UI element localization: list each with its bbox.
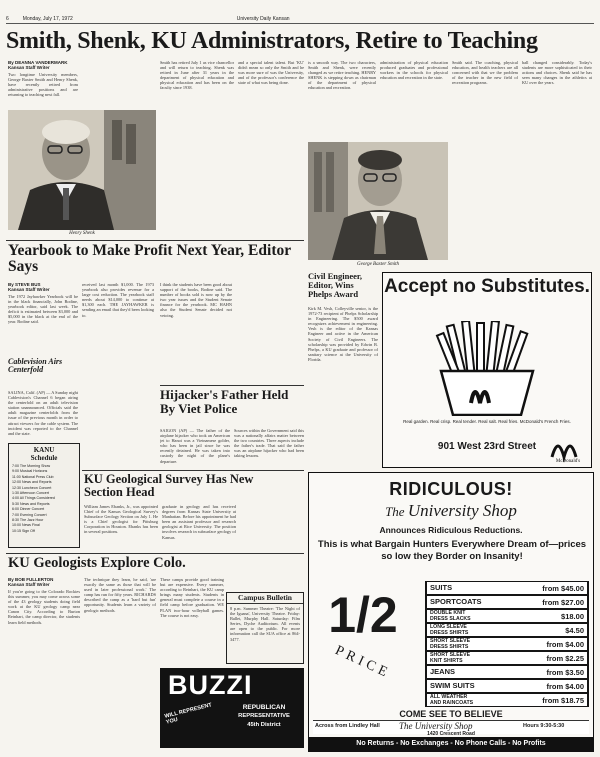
geo-survey-col-1: William James Ebanks, Jr., was appointed Chief of the Kansas Geological Survey's Subsurface Geology Section on July 1. He is a Chief geologist for Pittsburg Corporation in Houston. Ebanks has been in several positions. [84, 504, 158, 535]
sale-item-price: $18.00 [561, 611, 584, 621]
sale-row [427, 624, 587, 636]
univ-shop-pitch: This is what Bargain Hunters Everywhere Dream of—prices so low they Border on Insanity! [317, 539, 587, 562]
sale-item-name: ALL WEATHER AND RAINCOATS [430, 694, 474, 706]
sale-item-name: SHORT SLEEVE DRESS SHIRTS [430, 638, 471, 650]
french-fries-icon [423, 321, 551, 416]
hijacker-col-1: SAIGON (AP) — The father of the airplane hijacker who took an American jet to Hanoi was a Vietnamese golder, who has been in jail since he was recently detained. He was taken into custody the night of the plane's departure. [160, 428, 230, 464]
sale-row [427, 582, 587, 594]
come-see-banner: COME SEE TO BELIEVE [399, 709, 503, 719]
geologists-col-1: If you're going to the Colorado Rockies this summer, you may come across some of the 43 geology students doing field work at the KU geology camp near Canon City. According to Burton Reinhart, the camp director, the students learn field methods. [8, 589, 80, 625]
paper-name: University Daily Kansan [236, 16, 290, 22]
univ-shop-name-line [309, 501, 593, 521]
george-smith-portrait-icon [308, 142, 448, 260]
geologists-col-2: The technique they learn, he said, 'are exactly the same as those that will be used in later professional work.' The camp has run for fifty years. RICHARDS described the camp as a 'hard but fun' opportunity. Students learn a variety of geologic methods. [84, 577, 156, 613]
main-story-col-4: and a special talent talent. But 'KU' didn't mean so only the Smith and he was more sure of was the University, and of the professor's conference the state of what was being done. [238, 60, 304, 86]
sale-item-name: SPORTCOATS [430, 597, 482, 606]
mcdonalds-logo-icon [549, 433, 587, 463]
kanu-title: KANU Schedule [30, 446, 58, 462]
sale-item-name: SUITS [430, 583, 453, 592]
geo-survey-headline: KU Geological Survey Has New Section Head [84, 473, 254, 500]
geologists-col-3: These camps provide good training but are expensive. Every summer, according to Reinhart, the KU camp brings many students. Students in general must complete a course in a field camp before graduation. WE PLAN two-hour volleyball games. The course is not easy. [160, 577, 224, 618]
sale-item-price: from $4.00 [546, 639, 584, 649]
univ-shop-name: University Shop [407, 501, 517, 520]
buzzi-name: BUZZI [168, 670, 253, 700]
campus-bulletin-body: 8 p.m. Summer Theatre: 'The Night of the Iguana', University Theatre. Friday: Ballet, Murphy Hall. Saturday: Film Series, Dyche Auditorium. All events are open to the public. For more information call the SUA office at 864-3477. [230, 606, 300, 642]
kanu-schedule-item: 9:00 Musical Horizons [12, 469, 48, 474]
univ-shop-address: 1420 Crescent Road [427, 731, 475, 737]
across-text: Across from Lindley Hall [315, 723, 380, 729]
yearbook-byline: By STEVE BUS Kansan Staff Writer [8, 282, 50, 292]
main-story-col-1: Two longtime University members, George Baxter Smith and Henry Shenk, have recently retired from administrative positions and are returning to teaching next fall. [8, 72, 78, 98]
geologists-byline: By BOB FULLERTON Kansan Staff Writer [8, 577, 54, 587]
main-story-col-6: administration of physical education produced graduates and professional workers in the schools for physical education and recreation in the state. [380, 60, 448, 81]
mcdonalds-headline: Accept no Substitutes. [384, 276, 590, 297]
sale-row [427, 610, 587, 622]
buzzi-line-3: 45th District [247, 722, 281, 728]
footer-shop-name: The University Shop [399, 721, 473, 731]
sale-item-name: SWIM SUITS [430, 681, 475, 690]
sale-row [427, 596, 587, 608]
main-story-col-8: ball changed considerably. Today's students are more sophisticated in their actions and choices. Shenk said he has seen many changes in the athletics at KU over the years. [522, 60, 592, 86]
no-returns-bar: No Returns - No Exchanges - No Phone Calls - No Profits [309, 737, 593, 751]
sale-row [427, 652, 587, 664]
buzzi-line-1: REPUBLICAN [242, 704, 286, 711]
divider-rule-4 [6, 553, 304, 554]
sale-item-price: from $2.25 [546, 653, 584, 663]
kanu-schedule-item: 12:00 News and Reports [12, 480, 52, 485]
sale-item-price: from $3.50 [546, 667, 584, 677]
sale-item-price: from $18.75 [542, 695, 584, 705]
main-headline: Smith, Shenk, KU Administrators, Retire to Teaching [6, 28, 538, 54]
buzzi-line-2: REPRESENTATIVE [238, 713, 290, 719]
kanu-list [9, 462, 79, 536]
civil-engineer-body: Kirk M. Vesh, Colleyville senior, is the 1972-73 recipient of Phelps Scholarship in Engineering. The $500 award recognizes achievement in engineering. Vesh is the editor of the Kansas Engineer and active in the American Society of Civil Engineers. The scholarship was provided by Edwin B. Phelps, a KU graduate and professor of sanitary science at the University of Florida. [308, 306, 378, 362]
sale-item-name: SHORT SLEEVE KNIT SHIRTS [430, 652, 471, 664]
kanu-schedule-box [8, 443, 80, 548]
kanu-schedule-item: 12:30 Luncheon Concert [12, 485, 52, 490]
kanu-schedule-item: 7:00 Evening Concert [12, 512, 47, 517]
kanu-schedule-item: 5:30 News and Reports [12, 501, 50, 506]
sale-row [427, 694, 587, 706]
campus-bulletin-box [226, 592, 304, 664]
geo-survey-col-2: graduate in geology and has received degrees from Kansas State University at Manhattan. Before his appointment he had been an assistant professor and research geologist at Rice University. The position involves research in subsurface geology of Kansas. [162, 504, 236, 540]
divider-rule-2 [160, 385, 304, 386]
sale-item-price: from $45.00 [542, 583, 584, 593]
sale-item-name: JEANS [430, 667, 456, 676]
sale-row [427, 680, 587, 692]
henry-shenk-photo [8, 110, 156, 230]
main-story-col-7: Smith said. The coaching, physical education, and health teachers are all concerned with that we the problem of the teacher in the new field of recreation programs. [452, 60, 518, 86]
kanu-schedule-item: 6:00 Dinner Concert [12, 507, 45, 512]
geologists-headline: KU Geologists Explore Colo. [8, 556, 186, 571]
campus-bulletin-title: Campus Bulletin [227, 593, 303, 604]
kanu-schedule-item: 11:00 National Press Club [12, 474, 54, 479]
sale-item-price: from $27.00 [542, 597, 584, 607]
yearbook-col-1: The 1972 Jayhawker Yearbook will be in the black financially, John Bodine, yearbook editor, said last week. The deficit is estimated between $3,000 and $5,000 in the black at the end of the year. Bodine said. [8, 294, 78, 325]
univ-shop-the: The [385, 504, 405, 519]
sale-row [427, 638, 587, 650]
henry-shenk-caption: Henry Shenk [69, 231, 95, 236]
folio-line [6, 16, 594, 24]
kanu-schedule-item: 1:30 Afternoon Concert [12, 491, 49, 496]
hijacker-headline: Hijacker's Father Held By Viet Police [160, 388, 289, 416]
hours-text: Hours 9:30-5:30 [523, 723, 565, 729]
sale-item-price: from $4.00 [546, 681, 584, 691]
yearbook-col-2: received last month $1,000. The 1973 yearbook also provides revenue for a large cost reduction. The yearbook staff needs about $14,000 to continue at $1,300 each. THE JAYHAWKER is sending an email that they'd been looking to. [82, 282, 154, 318]
george-smith-photo [308, 142, 448, 260]
cablevision-body: SALINA, Calif. (AP) — A Sunday night Cablevision's Channel 6 began airing the centerfold on an adult television station unannounced. Officials said the adult magazine centerfolds from the issue of the previous month in order to attract viewers for the cable system. The incident was reported to the Channel and the state. [8, 390, 78, 436]
kanu-schedule-item: 8:30 The Jazz Hour [12, 518, 44, 523]
kanu-schedule-item: 7:00 The Morning Show [12, 464, 51, 468]
mcdonalds-ad [382, 272, 592, 468]
buzzi-tag: WILL REPRESENT YOU [164, 702, 213, 726]
univ-shop-sub: Announces Ridiculous Reductions. [379, 525, 523, 535]
yearbook-headline: Yearbook to Make Profit Next Year, Editor Says [8, 243, 291, 276]
ridiculous-heading: RIDICULOUS! [389, 479, 513, 499]
main-story-col-5: is a smooth way. The two characters, Smith and Shenk, were recently changed as we retire teaching. HENRY SHENK is stepping down as chairman of the department of physical education and recreation. [308, 60, 376, 91]
sale-item-name: LONG SLEEVE DRESS SHIRTS [430, 624, 469, 636]
main-byline: By DEANNA VANDERMARK Kansan Staff Writer [8, 60, 68, 70]
divider-rule-3 [82, 470, 304, 471]
issue-date: Monday, July 17, 1972 [22, 16, 73, 22]
buzzi-ad [160, 668, 304, 748]
george-smith-caption: George Baxter Smith [356, 262, 400, 267]
svg-text:McDonald's: McDonald's [555, 459, 581, 463]
price-word: PRICE [332, 643, 394, 682]
page-number: 6 [6, 16, 9, 22]
sale-price-table [425, 581, 589, 707]
half-price-mark: 1/2 [328, 587, 398, 643]
mcdonalds-address: 901 West 23rd Street [437, 441, 537, 452]
civil-engineer-headline: Civil Engineer, Editor, Wins Phelps Award [308, 272, 362, 299]
divider-rule [6, 240, 304, 241]
henry-shenk-portrait-icon [8, 110, 156, 230]
sale-row [427, 666, 587, 678]
sale-item-price: $4.50 [565, 625, 584, 635]
main-story-col-2: Smith has retired July 1 as vice chancellor and will return to teaching. Shenk was retired in June after 31 years in the department of physical education and physical education and has been on the faculty since 1938. [160, 60, 234, 91]
kanu-schedule-item: 4:00 All Things Considered [12, 496, 55, 501]
hijacker-col-2: Sources within the Government said this was a nationally affairs matter between the two countries. Three aspects include the father's trade. That said the father was an airplane hijacker who had been taking lessons. [234, 428, 304, 459]
cablevision-headline: Cablevision Airs Centerfold [8, 358, 63, 375]
kanu-schedule-item: 10:15 Sign Off [12, 528, 35, 533]
sale-item-name: DOUBLE KNIT DRESS SLACKS [430, 610, 471, 622]
mcdonalds-fine-print: Real garden. Real crisp. Real tender. Real salt. Real fries. McDonald's French Fries. [403, 419, 571, 424]
kanu-schedule-item: 10:00 News Final [12, 523, 40, 528]
yearbook-col-3: I think the students have been good about support of the books, Bodine said. The number of books sold is now up by the two year issues and the Student Senate finance for the yearbook. MC HAHN also the Student Senate decided not vetoing. [160, 282, 232, 318]
university-shop-ad [308, 472, 594, 752]
